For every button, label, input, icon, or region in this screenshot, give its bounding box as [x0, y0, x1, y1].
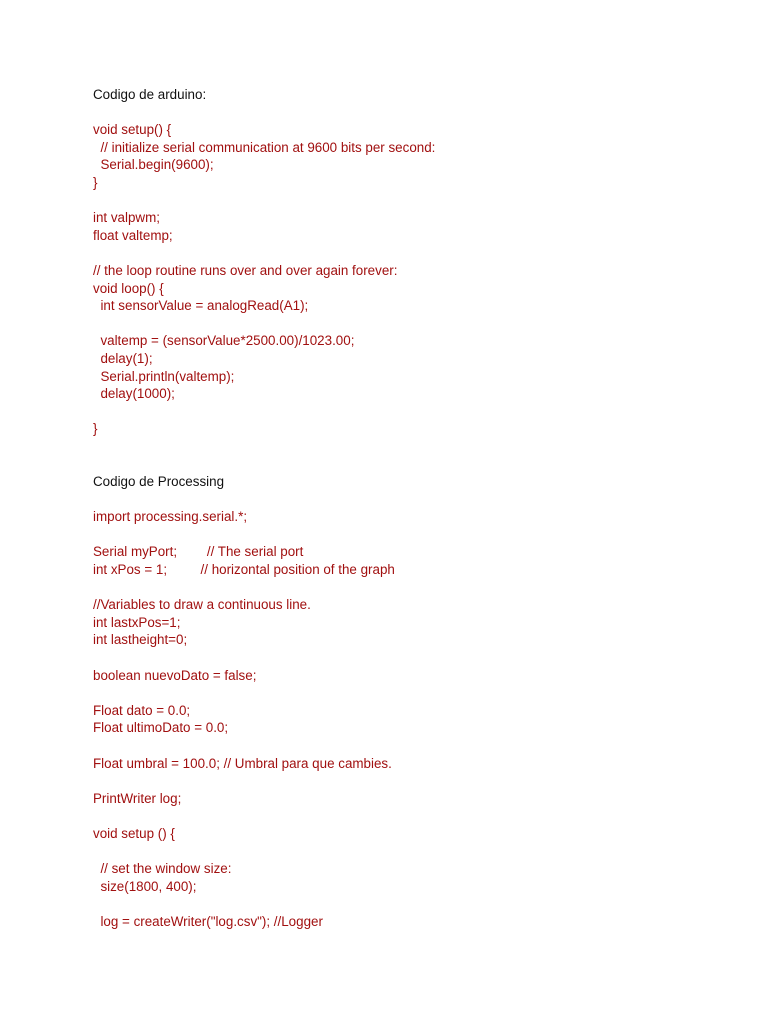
code-line: int xPos = 1; // horizontal position of the graph — [93, 562, 395, 578]
blank-line — [93, 455, 733, 473]
code-line: int sensorValue = analogRead(A1); — [93, 298, 309, 314]
code-line: int valpwm; — [93, 210, 160, 226]
document-page — [93, 86, 733, 931]
section-heading: Codigo de arduino: — [93, 87, 207, 102]
blank-line — [93, 315, 733, 333]
code-line: delay(1000); — [93, 386, 175, 402]
code-line: void loop() { — [93, 280, 164, 296]
code-line: delay(1); — [93, 350, 153, 366]
code-line: boolean nuevoDato = false; — [93, 667, 257, 683]
code-line: int lastxPos=1; — [93, 614, 181, 630]
blank-line — [93, 491, 733, 509]
blank-line — [93, 737, 733, 755]
code-line: Serial.begin(9600); — [93, 157, 214, 173]
code-line: int lastheight=0; — [93, 632, 188, 648]
code-line: size(1800, 400); — [93, 878, 197, 894]
blank-line — [93, 244, 733, 262]
code-line: // set the window size: — [93, 861, 232, 877]
code-line: // initialize serial communication at 9600 bits per second: — [93, 139, 436, 155]
blank-line — [93, 192, 733, 210]
blank-line — [93, 649, 733, 667]
blank-line — [93, 104, 733, 122]
blank-line — [93, 807, 733, 825]
blank-line — [93, 438, 733, 456]
blank-line — [93, 684, 733, 702]
blank-line — [93, 772, 733, 790]
blank-line — [93, 526, 733, 544]
code-line: log = createWriter("log.csv"); //Logger — [93, 913, 323, 929]
code-line: valtemp = (sensorValue*2500.00)/1023.00; — [93, 333, 355, 349]
code-line: float valtemp; — [93, 227, 173, 243]
code-line: void setup() { — [93, 122, 172, 138]
code-line: Float dato = 0.0; — [93, 702, 191, 718]
blank-line — [93, 579, 733, 597]
code-line: void setup () { — [93, 825, 175, 841]
code-line: PrintWriter log; — [93, 790, 182, 806]
code-line: // the loop routine runs over and over again forever: — [93, 262, 398, 278]
blank-line — [93, 403, 733, 421]
code-line: import processing.serial.*; — [93, 509, 248, 525]
code-line: Float ultimoDato = 0.0; — [93, 720, 229, 736]
code-line: Float umbral = 100.0; // Umbral para que cambies. — [93, 755, 392, 771]
code-line: Serial myPort; // The serial port — [93, 544, 304, 560]
blank-line — [93, 895, 733, 913]
code-line: } — [93, 421, 98, 437]
code-line: Serial.println(valtemp); — [93, 368, 235, 384]
code-line: } — [93, 174, 98, 190]
section-heading: Codigo de Processing — [93, 474, 225, 490]
blank-line — [93, 843, 733, 861]
code-line: //Variables to draw a continuous line. — [93, 597, 311, 613]
